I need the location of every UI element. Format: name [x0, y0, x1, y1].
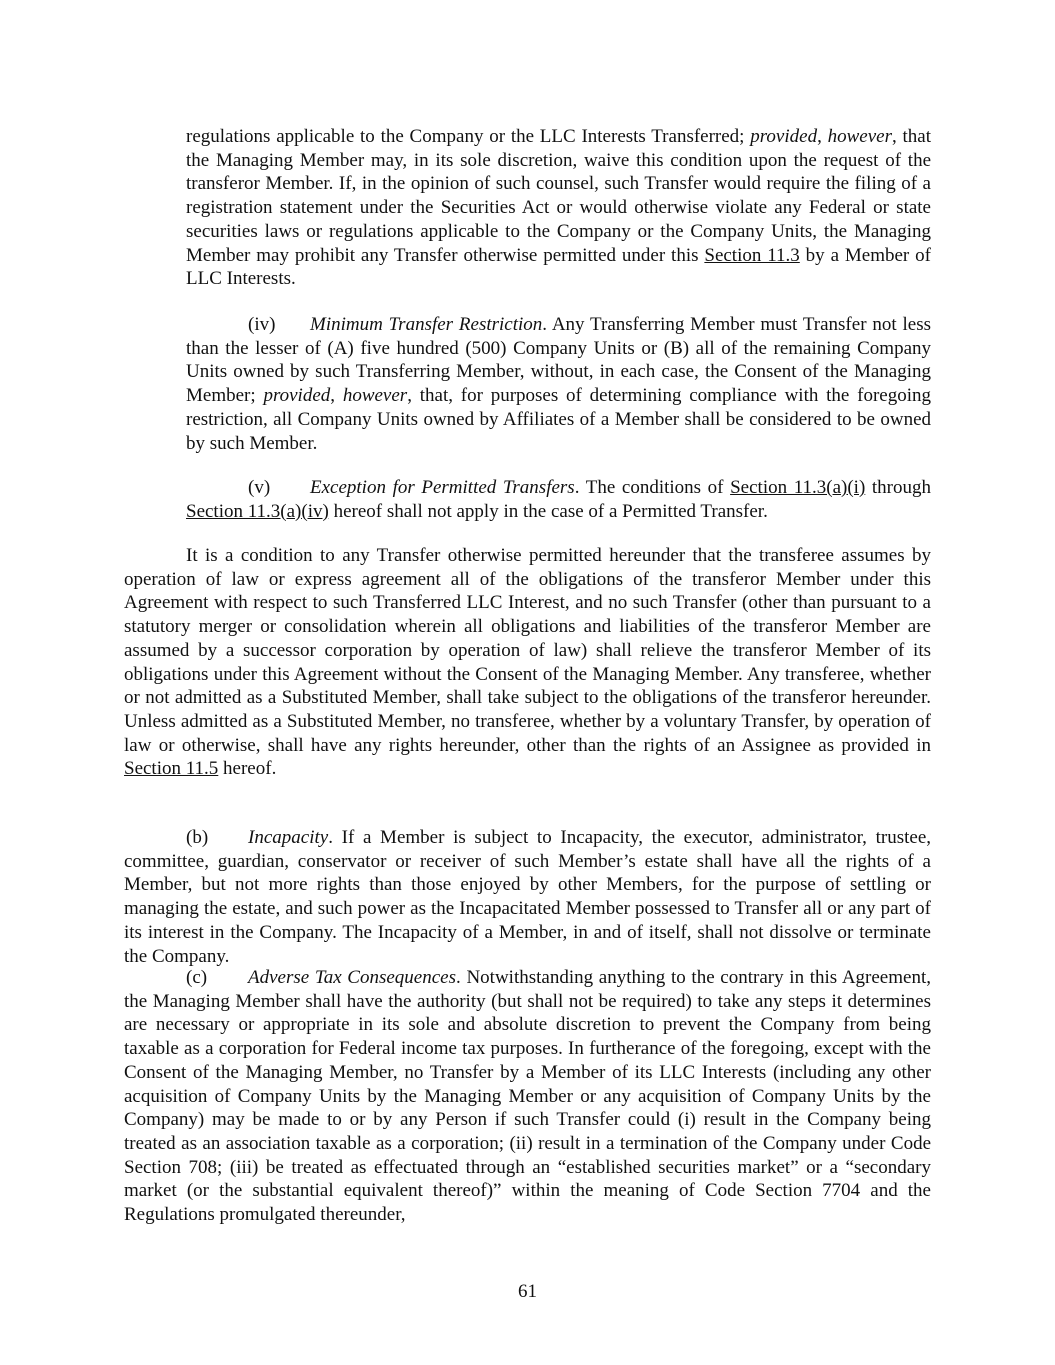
clause-heading: Incapacity — [248, 827, 329, 848]
paragraph-permitted-transfers — [186, 476, 931, 523]
clause-heading: Exception for Permitted Transfers — [310, 477, 575, 498]
page-number: 61 — [518, 1281, 537, 1302]
clause-label: (b) — [186, 827, 209, 848]
text-run: . The conditions of — [574, 477, 731, 498]
text-run: It is a condition to any Transfer otherwise permitted hereunder that the transferee assumes by operation of law or express agreement all of the obligations of the transferor Member under this Agreement with respect to such Transferred LLC Interest, and no such Transfer (other than pursuant to a statutory merger or consolidation wherein all obligations and liabilities of the transferor Member are assumed by a successor corporation by operation of law) shall relieve the transferor Member of its obligations under this Agreement without the Consent of the Managing Member. Any transferee, whether or not admitted as a Substituted Member, shall take subject to the obligations of the transferor hereunder. Unless admitted as a Substituted Member, no transferee, whether by a voluntary Transfer, by operation of law or otherwise, shall have any rights hereunder, other than the rights of an Assignee as provided in — [124, 545, 931, 756]
paragraph-incapacity — [124, 826, 931, 968]
text-run: . Notwithstanding anything to the contrary in this Agreement, the Managing Member shall have the authority (but shall not be required) to take any steps it determines are necessary or appropriate in its sole and absolute discretion to prevent the Company from being taxable as a corporation for Federal income tax purposes. In furtherance of the foregoing, except with the Consent of the Managing Member, no Transfer by a Member of its LLC Interests (including any other acquisition of Company Units by the Managing Member or any acquisition of Company Units by the Company) may be made to or by any Person if such Transfer could (i) result in the Company being treated as an association taxable as a corporation; (ii) result in a termination of the Company under Code Section 708; (iii) be treated as effectuated through an “established securities market” or a “secondary market (or the substantial equivalent thereof)” within the meaning of Code Section 7704 and the Regulations promulgated thereunder, — [124, 967, 931, 1226]
italic-however: however — [827, 126, 892, 147]
clause-heading: Adverse Tax Consequences — [248, 967, 457, 988]
text-run: regulations applicable to the Company or the LLC Interests Transferred; — [186, 126, 751, 147]
paragraph-transfer-condition — [124, 544, 931, 781]
paragraph-securities-counsel — [186, 125, 931, 291]
clause-heading: Minimum Transfer Restriction — [310, 314, 543, 335]
text-run: through — [865, 477, 932, 498]
text-run: , — [330, 385, 343, 407]
text-run: , — [817, 126, 828, 147]
text-run: by a Member of LLC Interests. — [186, 244, 931, 290]
section-reference: Section 11.3 — [704, 244, 800, 266]
paragraph-adverse-tax — [124, 966, 931, 1227]
paragraph-minimum-transfer — [186, 313, 931, 455]
text-run: , that, for purposes of determining compliance with the foregoing restriction, all Company Units owned by Affiliates of a Member shall be considered to be owned by such Member. — [186, 385, 932, 454]
section-reference: Section 11.3(a)(iv) — [186, 500, 329, 522]
clause-label: (c) — [186, 967, 208, 988]
text-run: , that the Managing Member may, in its sole discretion, waive this condition upon the request of the transferor Member. If, in the opinion of such counsel, such Transfer would require the filing of a registration statement under the Securities Act or would otherwise violate any Federal or state securities laws or regulations applicable to the Company or the Company Units, the Managing Member may prohibit any Transfer otherwise permitted under this — [186, 126, 931, 266]
italic-provided: provided — [263, 385, 331, 407]
text-run: . Any Transferring Member must Transfer not less than the lesser of (A) five hundred (500) Company Units or (B) all of the remaining Company Units owned by such Transferring Member, without, in each case, the Consent of the Managing Member; — [186, 314, 931, 407]
italic-however: however — [342, 385, 408, 407]
text-run: hereof. — [218, 758, 277, 780]
clause-label: (v) — [248, 477, 271, 498]
text-run: hereof shall not apply in the case of a Permitted Transfer. — [328, 500, 768, 522]
clause-label: (iv) — [248, 314, 276, 335]
italic-provided: provided — [750, 126, 818, 147]
section-reference: Section 11.3(a)(i) — [730, 477, 866, 498]
section-reference: Section 11.5 — [124, 758, 219, 780]
text-run: . If a Member is subject to Incapacity, the executor, administrator, trustee, committee, guardian, conservator or receiver of such Member’s estate shall have all the rights of a Member, but not more rights than those enjoyed by other Members, for the purpose of settling or managing the estate, and such power as the Incapacitated Member possessed to Transfer all or any part of its interest in the Company. The Incapacity of a Member, in and of itself, shall not dissolve or terminate the Company. — [124, 827, 931, 967]
